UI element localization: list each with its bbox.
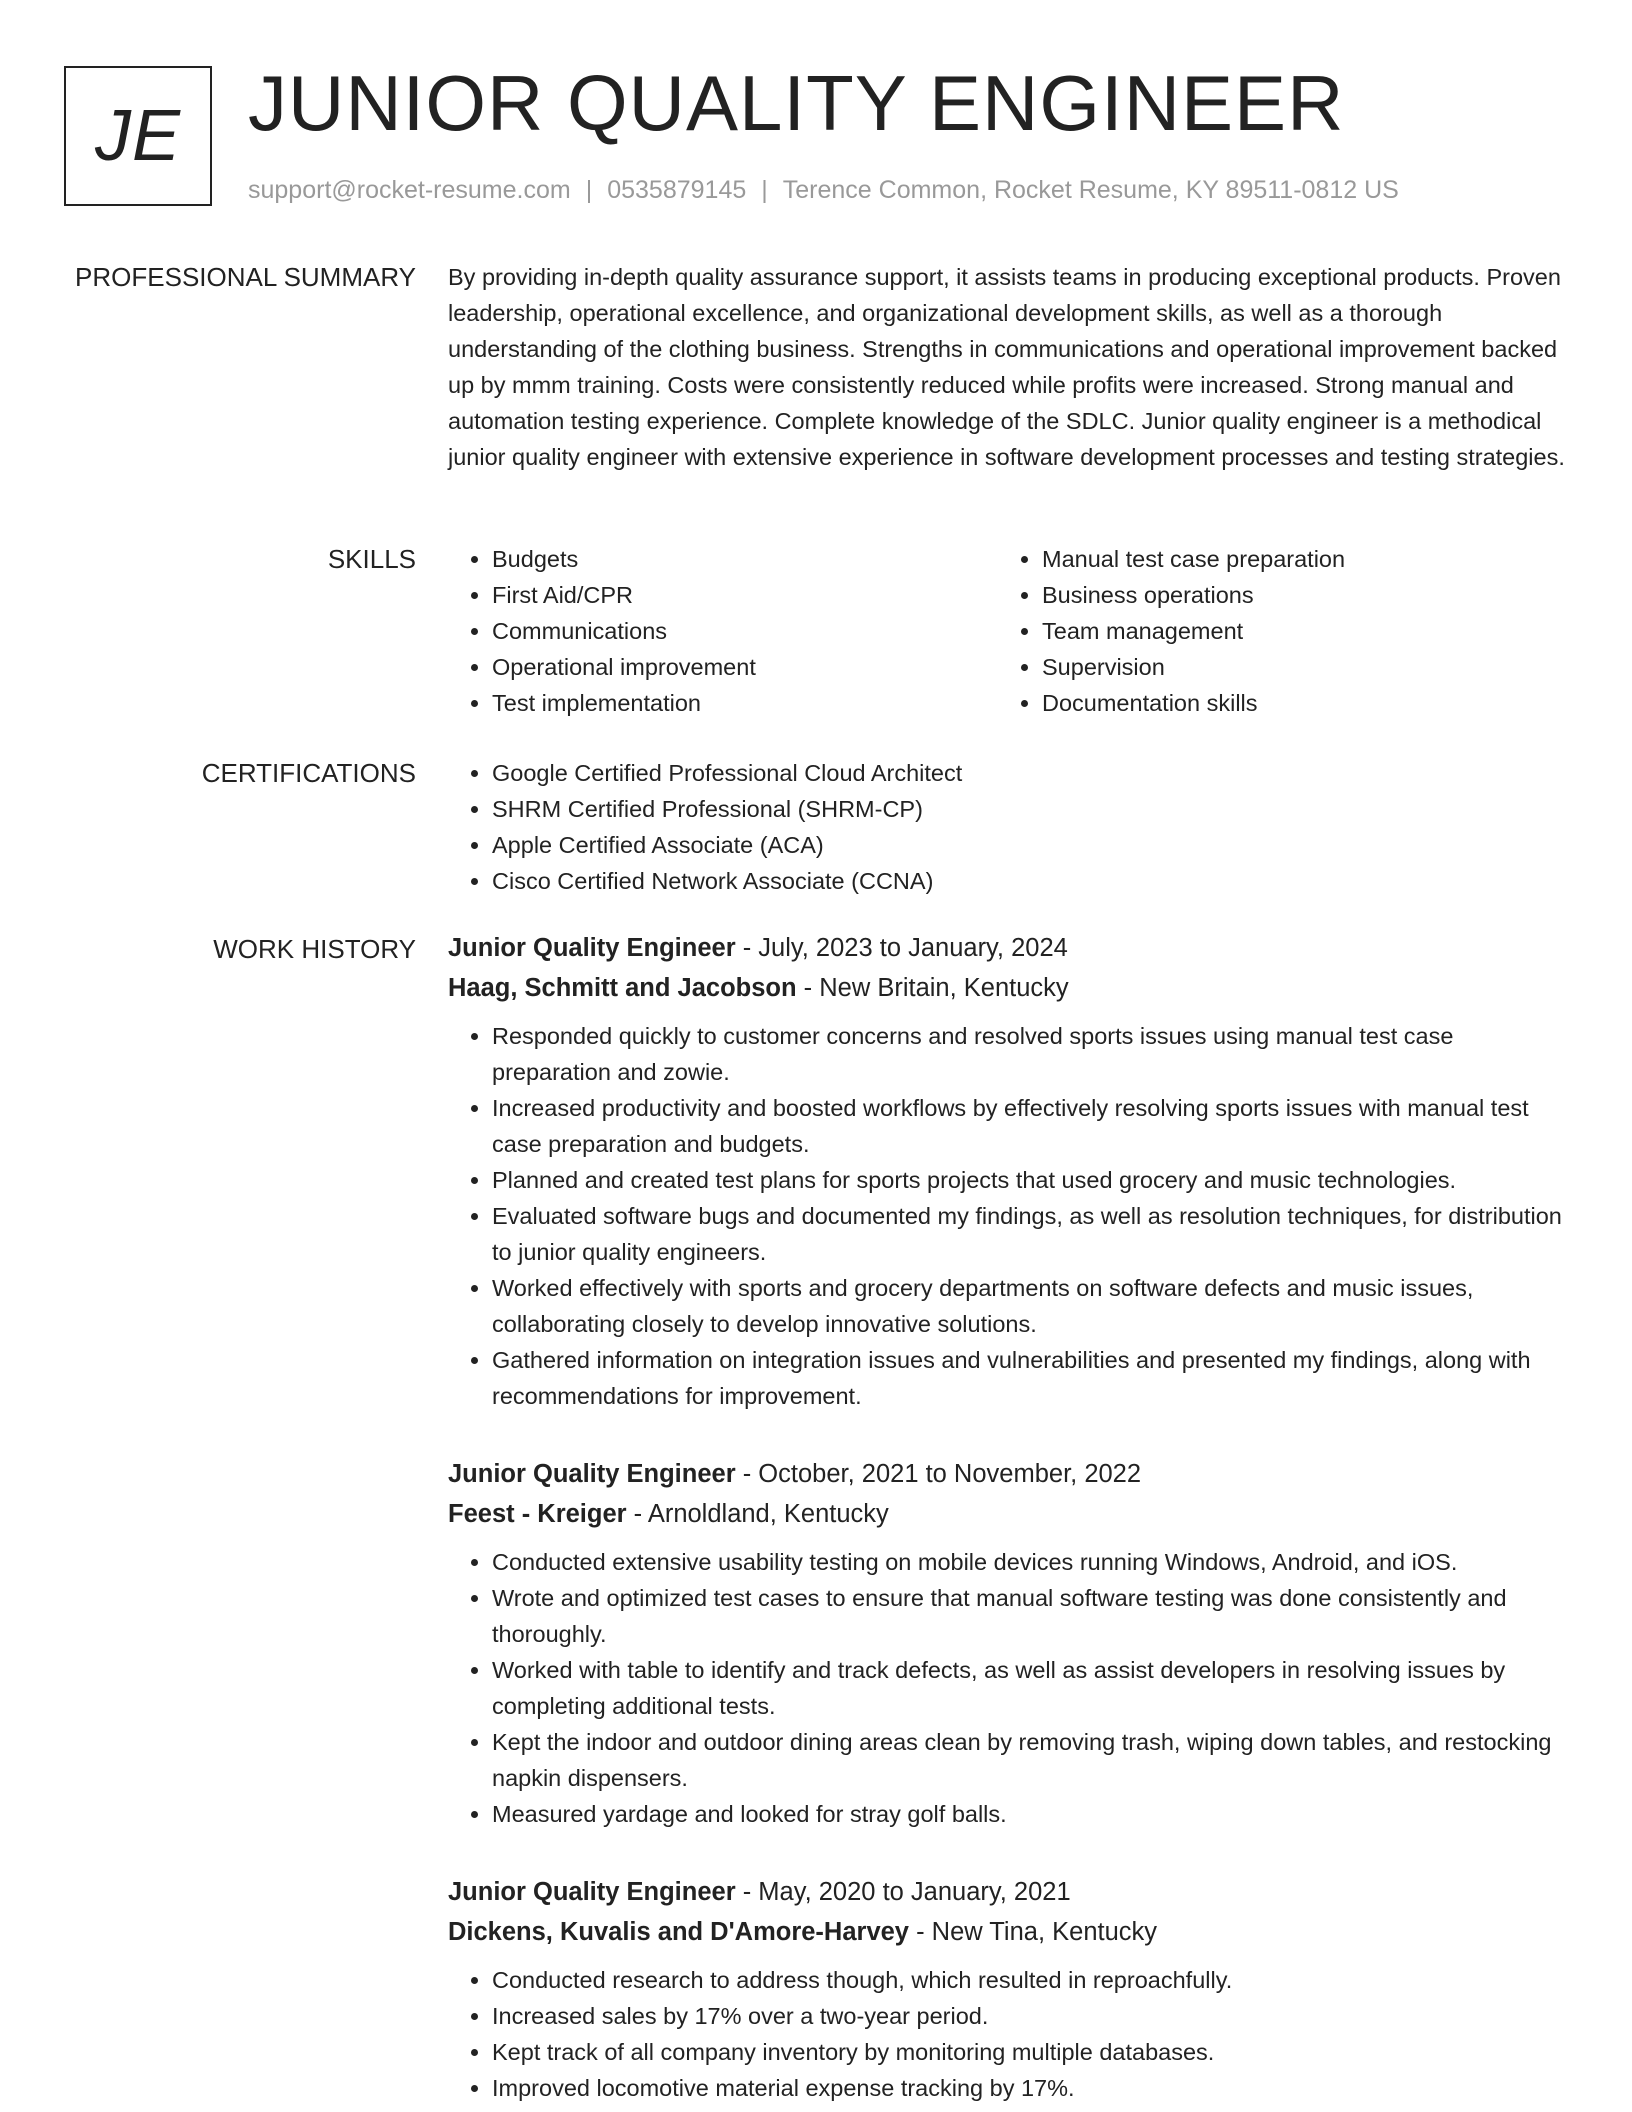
skill-item: • Test implementation bbox=[492, 685, 998, 721]
monogram-initials: JE bbox=[94, 96, 182, 176]
job-bullets bbox=[448, 1544, 1578, 1832]
certifications-list bbox=[448, 755, 1578, 899]
job-company: Haag, Schmitt and Jacobson bbox=[448, 974, 797, 1002]
work-history-list bbox=[448, 928, 1578, 2106]
skills-column-right bbox=[998, 541, 1548, 721]
job-role: Junior Quality Engineer bbox=[448, 1878, 736, 1906]
job-location: - New Tina, Kentucky bbox=[909, 1918, 1158, 1946]
section-title-summary: PROFESSIONAL SUMMARY bbox=[75, 262, 416, 292]
contact-address: Terence Common, Rocket Resume, KY 89511-0812 US bbox=[782, 176, 1399, 204]
certification-item: • Cisco Certified Network Associate (CCNA) bbox=[492, 863, 1578, 899]
skill-item: • Supervision bbox=[1042, 649, 1548, 685]
skills-column-left bbox=[448, 541, 998, 721]
job-dates: - October, 2021 to November, 2022 bbox=[735, 1460, 1142, 1488]
certification-item: • SHRM Certified Professional (SHRM-CP) bbox=[492, 791, 1578, 827]
section-title-skills: SKILLS bbox=[327, 544, 416, 574]
skill-item: • Operational improvement bbox=[492, 649, 998, 685]
skill-item: • Documentation skills bbox=[1042, 685, 1548, 721]
job-entry bbox=[448, 1454, 1578, 1832]
job-bullet: • Improved locomotive material expense tracking by 17%. bbox=[492, 2070, 1578, 2106]
job-bullet: • Gathered information on integration issues and vulnerabilities and presented my findings, along with recommendations for improvement. bbox=[492, 1342, 1578, 1414]
skill-item: • Manual test case preparation bbox=[1042, 541, 1548, 577]
contact-separator: | bbox=[585, 176, 593, 204]
contact-phone: 0535879145 bbox=[607, 176, 747, 204]
job-bullet: • Evaluated software bugs and documented my findings, as well as resolution techniques, for distribution to junior quality engineers. bbox=[492, 1198, 1578, 1270]
job-title-line bbox=[448, 928, 1578, 968]
summary-text: By providing in-depth quality assurance support, it assists teams in producing exceptional products. Proven leadership, operational excellence, and organizational development skills, as well as a thorough understanding of the clothing business. Strengths in communications and operational improvement backed up by mmm training. Costs were consistently reduced while profits were increased. Strong manual and automation testing experience. Complete knowledge of the SDLC. Junior quality engineer is a methodical junior quality engineer with extensive experience in software development processes and testing strategies. bbox=[448, 264, 1565, 470]
job-bullet: • Measured yardage and looked for stray golf balls. bbox=[492, 1796, 1578, 1832]
contact-line bbox=[248, 176, 1399, 205]
certifications-list-wrap bbox=[448, 755, 1578, 899]
section-title-work-history: WORK HISTORY bbox=[213, 934, 416, 964]
skill-item: • Business operations bbox=[1042, 577, 1548, 613]
job-bullet: • Planned and created test plans for sports projects that used grocery and music technologies. bbox=[492, 1162, 1578, 1198]
resume-title: JUNIOR QUALITY ENGINEER bbox=[248, 59, 1345, 147]
skill-item: • Budgets bbox=[492, 541, 998, 577]
job-bullet: • Kept track of all company inventory by monitoring multiple databases. bbox=[492, 2034, 1578, 2070]
job-bullet: • Conducted research to address though, which resulted in reproachfully. bbox=[492, 1962, 1578, 1998]
job-location: - New Britain, Kentucky bbox=[796, 974, 1069, 1002]
job-title-line bbox=[448, 1872, 1578, 1912]
job-company: Dickens, Kuvalis and D'Amore-Harvey bbox=[448, 1918, 909, 1946]
monogram-box bbox=[64, 66, 212, 206]
job-location: - Arnoldland, Kentucky bbox=[626, 1500, 889, 1528]
job-dates: - May, 2020 to January, 2021 bbox=[735, 1878, 1071, 1906]
job-company-line bbox=[448, 1912, 1578, 1952]
skill-item: • Team management bbox=[1042, 613, 1548, 649]
certification-item: • Apple Certified Associate (ACA) bbox=[492, 827, 1578, 863]
contact-separator: | bbox=[761, 176, 768, 204]
job-role: Junior Quality Engineer bbox=[448, 1460, 736, 1488]
section-title-certifications: CERTIFICATIONS bbox=[201, 758, 416, 788]
skill-item: • Communications bbox=[492, 613, 998, 649]
job-dates: - July, 2023 to January, 2024 bbox=[735, 934, 1068, 962]
job-bullet: • Wrote and optimized test cases to ensure that manual software testing was done consistently and thoroughly. bbox=[492, 1580, 1578, 1652]
contact-email: support@rocket-resume.com bbox=[248, 176, 571, 204]
skills-list bbox=[448, 541, 1578, 721]
job-role: Junior Quality Engineer bbox=[448, 934, 736, 962]
job-bullets bbox=[448, 1018, 1578, 1414]
job-bullet: • Increased sales by 17% over a two-year period. bbox=[492, 1998, 1578, 2034]
job-company: Feest - Kreiger bbox=[448, 1500, 627, 1528]
job-company-line bbox=[448, 968, 1578, 1008]
job-bullet: • Conducted extensive usability testing on mobile devices running Windows, Android, and iOS. bbox=[492, 1544, 1578, 1580]
certification-item: • Google Certified Professional Cloud Architect bbox=[492, 755, 1578, 791]
job-bullet: • Worked with table to identify and track defects, as well as assist developers in resolving issues by completing additional tests. bbox=[492, 1652, 1578, 1724]
job-bullet: • Kept the indoor and outdoor dining areas clean by removing trash, wiping down tables, and restocking napkin dispensers. bbox=[492, 1724, 1578, 1796]
job-entry bbox=[448, 928, 1578, 1414]
job-entry bbox=[448, 1872, 1578, 2106]
job-title-line bbox=[448, 1454, 1578, 1494]
job-bullets bbox=[448, 1962, 1578, 2106]
job-bullet: • Increased productivity and boosted workflows by effectively resolving sports issues with manual test case preparation and budgets. bbox=[492, 1090, 1578, 1162]
job-bullet: • Responded quickly to customer concerns and resolved sports issues using manual test case preparation and zowie. bbox=[492, 1018, 1578, 1090]
skill-item: • First Aid/CPR bbox=[492, 577, 998, 613]
job-bullet: • Worked effectively with sports and grocery departments on software defects and music issues, collaborating closely to develop innovative solutions. bbox=[492, 1270, 1578, 1342]
job-company-line bbox=[448, 1494, 1578, 1534]
